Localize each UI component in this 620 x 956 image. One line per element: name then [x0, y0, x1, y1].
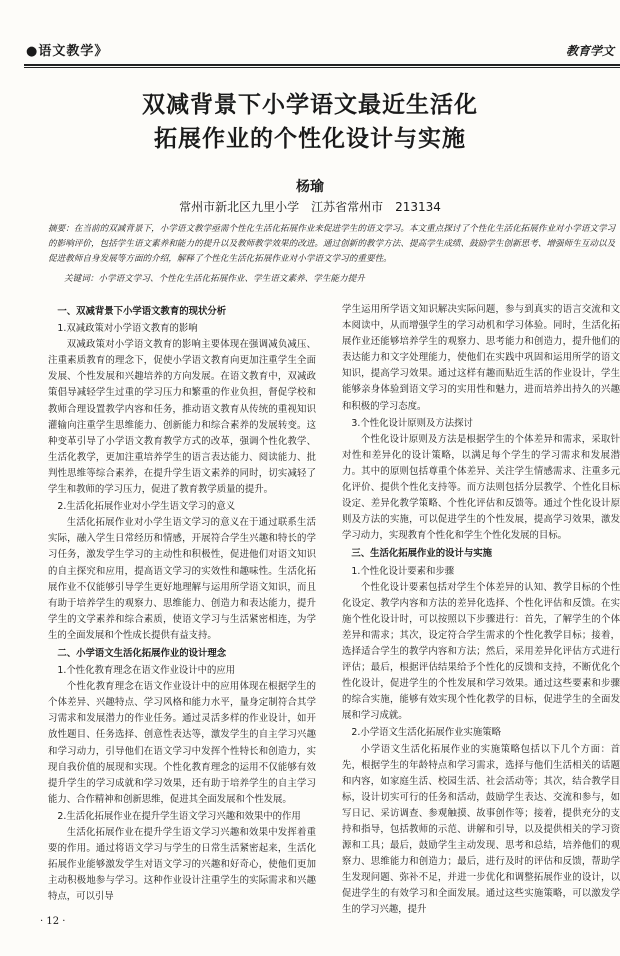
paragraph: 个性化设计原则及方法是根据学生的个体差异和需求，采取针对性和差异化的设计策略，以满足每个学生的学习需求和发展潜力。其中的原则包括尊重个体差异、关注学生情感需求、注重多元化评价、提供个性化支持等。而方法则包括分层教学、个性化目标设定、差异化教学策略、个性化评估和反馈等。通过个性化设计原则及方法的实施，可以促进学生的个性发展，提高学习效果，激发学习动力，实现教育个性化和学生个性化发展的目标。 [342, 433, 620, 542]
header-rule-thin [24, 67, 620, 68]
section-heading: 1.个性化教育理念在语文作业设计中的应用 [57, 665, 236, 677]
right-column [342, 302, 620, 919]
paragraph: 个性化教育理念在语文作业设计中的应用体现在根据学生的个体差异、兴趣特点、学习风格和能力水平，量身定制符合其学习需求和发展潜力的作业任务。通过灵活多样的作业设计，如开放性题目、任务选择、创意性表达等，激发学生的自主学习兴趣和学习动力，引导他们在语文学习中发挥个性特长和创造力，实现自我价值的展现和实现。个性化教育理念的运用不仅能够有效提升学生的学习成就和学习效果，还有助于培养学生的自主学习能力、合作精神和创新思维，促进其全面发展和个性发展。 [48, 681, 316, 805]
section-heading: 1.个性化设计要素和步骤 [351, 565, 455, 577]
paragraph: 生活化拓展作业对小学生语文学习的意义在于通过联系生活实际，融入学生日常经历和情感，开展符合学生兴趣和特长的学习任务，激发学生学习的主动性和积极性，促进他们对语文知识的自主探究和应用，提高语文学习的实效性和趣味性。生活化拓展作业不仅能够引导学生更好地理解与运用所学语文知识，而且有助于培养学生的观察力、思维能力、创造力和表达能力，提升学生的文学素养和综合素质，使语文学习与生活紧密相连，为学生的全面发展和个性成长提供有益支持。 [48, 517, 316, 641]
section-heading: 二、小学语文生活化拓展作业的设计理念 [57, 647, 227, 659]
section-heading: 一、双减背景下小学语文教育的现状分析 [57, 306, 227, 317]
section-heading: 2.生活化拓展作业在提升学生语文学习兴趣和效果中的作用 [57, 810, 301, 822]
header-rule [24, 64, 620, 66]
section-header: ●语文教学》 [26, 44, 109, 59]
journal-name: 教育学文 [565, 44, 614, 58]
page-number: · 12 · [40, 916, 66, 927]
left-column [48, 302, 316, 905]
paragraph: 学生运用所学语文知识解决实际问题，参与到真实的语言交流和文本阅读中，从而增强学生的学习动机和学习体验。同时，生活化拓展作业还能够培养学生的观察力、思考能力和创造力，提升他们的表达能力和文字处理能力，使他们在实践中巩固和运用所学的语文知识，提高学习效果。通过这样有趣而贴近生活的作业设计，学生能够亲身体验到语文学习的实用性和魅力，进而培养出持久的兴趣和积极的学习态度。 [342, 304, 620, 412]
paragraph: 生活化拓展作业在提升学生语文学习兴趣和效果中发挥着重要的作用。通过将语文学习与学生的日常生活紧密起来，生活化拓展作业能够激发学生对语文学习的兴趣和好奇心，使他们更加主动积极地参与学习。这种作业设计注重学生的实际需求和兴趣特点，可以引导 [48, 827, 316, 903]
section-heading: 2.小学语文生活化拓展作业实施策略 [351, 727, 501, 739]
abstract: 摘要：在当前的双减背景下，小学语文教学亟需个性化生活化拓展作业来促进学生的语文学习。本文重点探讨了个性化生活化拓展作业对小学语文学习的影响评价，包括学生语文素养和能力的提升以及教师教学效果的改进。通过创新的教学方法、提高学生成绩、鼓励学生创新思考、增强师生互动以及促进教师自身发展等方面的介绍，解释了个性化生活化拓展作业对小学语文学习的重要性。 [48, 224, 616, 264]
paragraph: 双减政策对小学语文教育的影响主要体现在强调减负减压、注重素质教育的理念下，促使小学语文教育向更加注重学生全面发展、个性发展和兴趣培养的方向发展。在语文教育中，双减政策倡导减轻学生过重的学习压力和繁重的作业负担，督促学校和教师合理设置教学内容和任务，推动语文教育从传统的重视知识灌输向注重学生思维能力、创新能力和综合素养的发展转变。这种变革引导了小学语文教育教学方式的改革，强调个性化教学、生活化教学，更加注重培养学生的语言表达能力、阅读能力、批判性思维等综合素养，在提升学生语文素养的同时，切实减轻了学生和教师的学习压力，促进了教育教学质量的提升。 [48, 339, 316, 496]
section-heading: 3.个性化设计原则及方法探讨 [351, 417, 473, 429]
paragraph: 小学语文生活化拓展作业的实施策略包括以下几个方面：首先，根据学生的年龄特点和学习需求，选择与他们生活相关的话题和内容，如家庭生活、校园生活、社会活动等；其次，结合教学目标，设计切实可行的任务和活动，鼓励学生表达、交流和参与，如写日记、采访调查、参观触摸、故事创作等；接着，提供充分的支持和指导，包括教师的示范、讲解和引导，以及提供相关的学习资源和工具；最后，鼓励学生主动发现、思考和总结，培养他们的观察力、思维能力和创造力；最后，进行及时的评估和反馈，帮助学生发现问题、弥补不足，并进一步优化和调整拓展作业的设计，以促进学生的有效学习和全面发展。通过这些实施策略，可以激发学生的学习兴趣，提升 [342, 743, 620, 916]
section-heading: 1.双减政策对小学语文教育的影响 [57, 323, 198, 335]
article-title-line2: 拓展作业的个性化设计与实施 [154, 126, 466, 152]
article-title-line1: 双减背景下小学语文最近生活化 [142, 92, 478, 118]
section-heading: 2.生活化拓展作业对小学生语文学习的意义 [57, 501, 236, 513]
author-name: 杨瑜 [296, 179, 324, 195]
paragraph: 个性化设计要素包括对学生个体差异的认知、教学目标的个性化设定、教学内容和方法的差异化选择、个性化评估和反馈。在实施个性化设计时，可以按照以下步骤进行：首先，了解学生的个体差异和需求；其次，设定符合学生需求的个性化教学目标；接着，选择适合学生的教学内容和方法；然后，采用差异化评估方式进行评估；最后，根据评估结果给予个性化的反馈和支持，不断优化个性化设计，促进学生的个性发展和学习效果。通过这些要素和步骤的综合实施，能够有效实现个性化教学的目标，促进学生的全面发展和学习成就。 [342, 581, 620, 722]
keywords: 关键词：小学语文学习、个性化生活化拓展作业、学生语文素养、学生能力提升 [64, 274, 365, 284]
affiliation: 常州市新北区九里小学 江苏省常州市 213134 [179, 200, 441, 214]
section-heading: 三、生活化拓展作业的设计与实施 [351, 548, 493, 560]
